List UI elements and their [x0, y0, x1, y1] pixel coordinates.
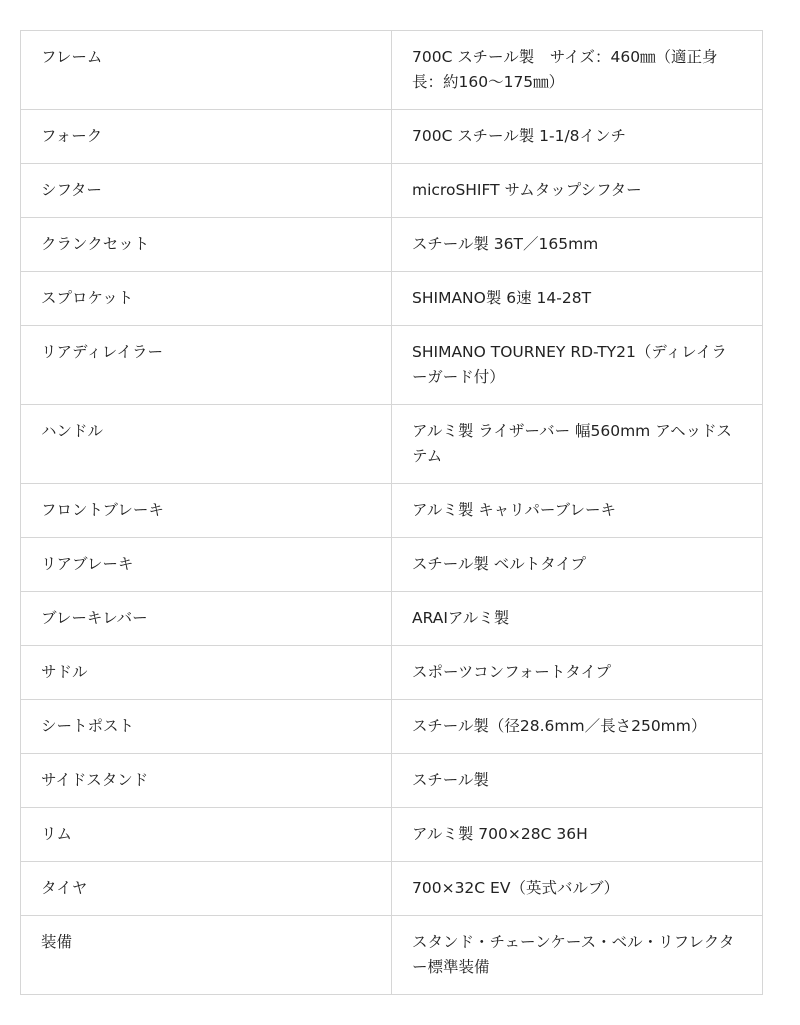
- spec-label: リアディレイラー: [21, 326, 392, 405]
- spec-row: [21, 592, 763, 646]
- spec-table-body: [21, 31, 763, 995]
- spec-row: [21, 218, 763, 272]
- spec-value: SHIMANO TOURNEY RD-TY21（ディレイラーガード付）: [392, 326, 763, 405]
- spec-row: [21, 646, 763, 700]
- spec-label: シフター: [21, 164, 392, 218]
- spec-value: SHIMANO製 6速 14-28T: [392, 272, 763, 326]
- spec-value: スポーツコンフォートタイプ: [392, 646, 763, 700]
- spec-value: 700C スチール製 サイズ：460㎜（適正身長：約160～175㎜）: [392, 31, 763, 110]
- spec-row: [21, 862, 763, 916]
- spec-value: スチール製: [392, 754, 763, 808]
- spec-row: [21, 754, 763, 808]
- spec-label: ブレーキレバー: [21, 592, 392, 646]
- spec-label: ハンドル: [21, 405, 392, 484]
- spec-label: クランクセット: [21, 218, 392, 272]
- spec-value: 700×32C EV（英式バルブ）: [392, 862, 763, 916]
- spec-value: スタンド・チェーンケース・ベル・リフレクター標準装備: [392, 916, 763, 995]
- spec-row: [21, 110, 763, 164]
- spec-value: microSHIFT サムタップシフター: [392, 164, 763, 218]
- spec-row: [21, 808, 763, 862]
- spec-label: 装備: [21, 916, 392, 995]
- spec-value: スチール製 36T／165mm: [392, 218, 763, 272]
- spec-label: シートポスト: [21, 700, 392, 754]
- spec-value: アルミ製 700×28C 36H: [392, 808, 763, 862]
- spec-label: フレーム: [21, 31, 392, 110]
- spec-row: [21, 700, 763, 754]
- spec-row: [21, 31, 763, 110]
- spec-label: サイドスタンド: [21, 754, 392, 808]
- spec-row: [21, 484, 763, 538]
- spec-table: [20, 30, 763, 995]
- spec-label: フォーク: [21, 110, 392, 164]
- spec-row: [21, 538, 763, 592]
- spec-label: フロントブレーキ: [21, 484, 392, 538]
- spec-row: [21, 164, 763, 218]
- spec-label: リアブレーキ: [21, 538, 392, 592]
- spec-label: サドル: [21, 646, 392, 700]
- spec-value: スチール製（径28.6mm／長さ250mm）: [392, 700, 763, 754]
- spec-label: スプロケット: [21, 272, 392, 326]
- spec-label: リム: [21, 808, 392, 862]
- spec-row: [21, 326, 763, 405]
- spec-row: [21, 272, 763, 326]
- spec-value: スチール製 ベルトタイプ: [392, 538, 763, 592]
- spec-value: 700C スチール製 1-1/8インチ: [392, 110, 763, 164]
- spec-row: [21, 405, 763, 484]
- spec-value: アルミ製 ライザーバー 幅560mm アヘッドステム: [392, 405, 763, 484]
- spec-value: ARAIアルミ製: [392, 592, 763, 646]
- spec-value: アルミ製 キャリパーブレーキ: [392, 484, 763, 538]
- spec-label: タイヤ: [21, 862, 392, 916]
- spec-row: [21, 916, 763, 995]
